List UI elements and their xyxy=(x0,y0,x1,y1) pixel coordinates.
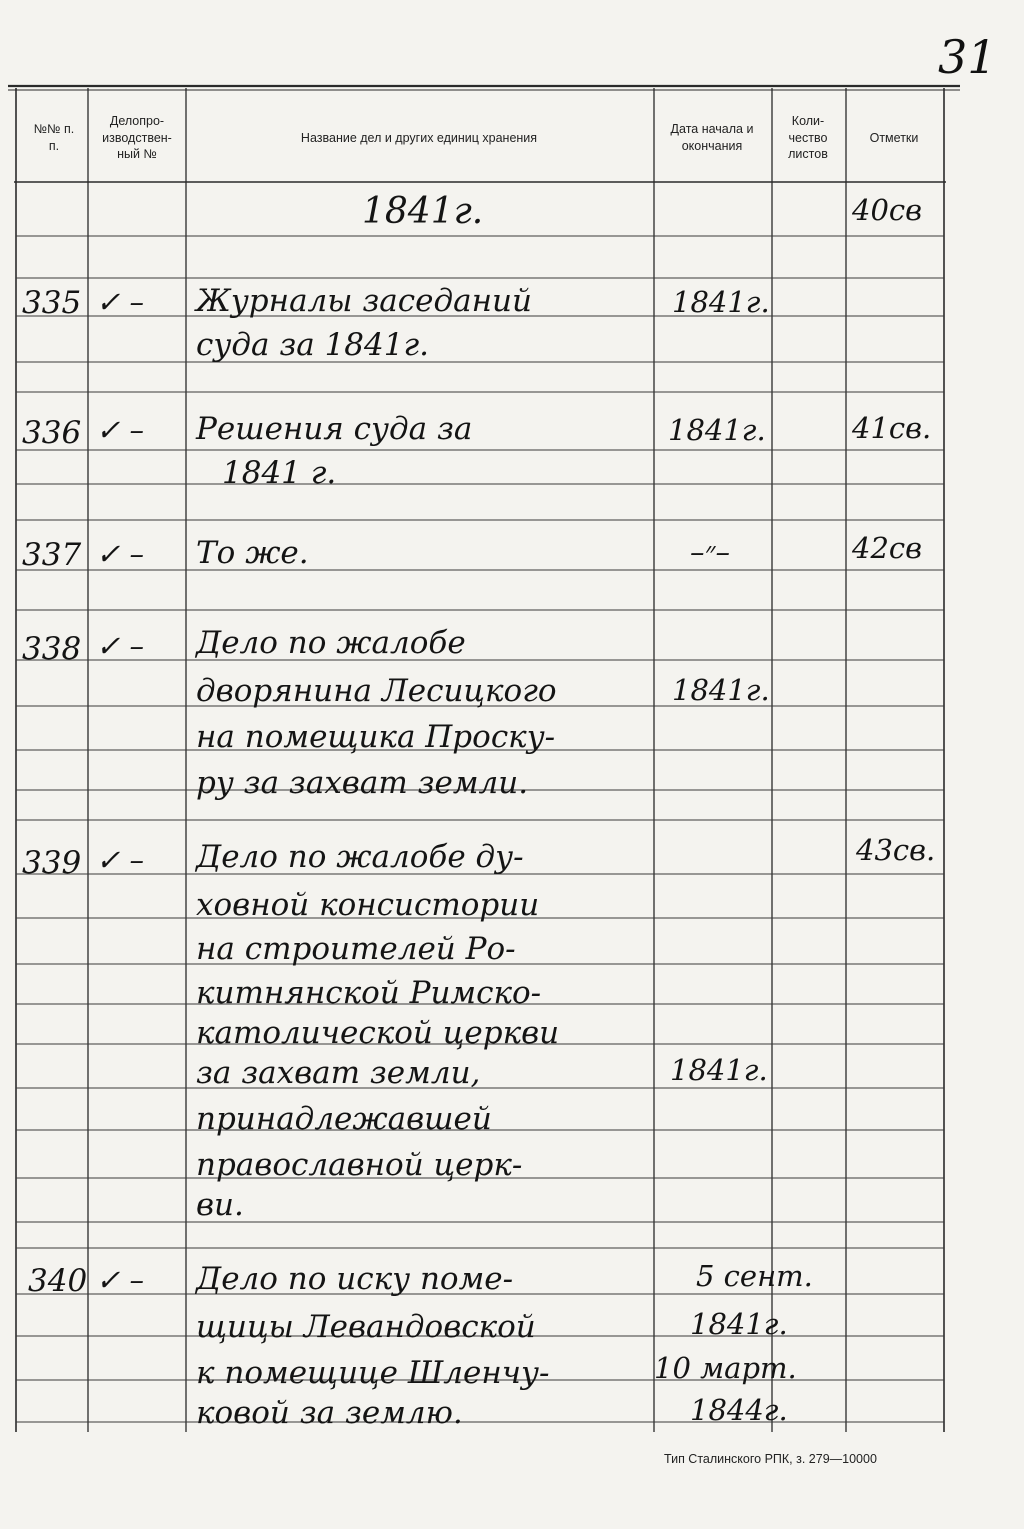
entry-number: 336 xyxy=(22,415,82,451)
entry-date-line: 1844г. xyxy=(690,1393,788,1427)
entry-case-mark: ✓ – xyxy=(96,285,145,319)
entry-number: 335 xyxy=(22,285,82,321)
header-col-notes: Отметки xyxy=(869,130,919,145)
entry-title-line: за захват земли, xyxy=(196,1055,481,1091)
entry-date-line: 1841г. xyxy=(670,1053,768,1087)
entry-note: 42св xyxy=(852,531,923,565)
entry-title-line: ру за захват земли. xyxy=(196,765,529,801)
entry-title-line: Дело по иску поме- xyxy=(196,1261,514,1297)
header-col-title: Название дел и других единиц хранения xyxy=(300,130,538,145)
entry-case-mark: ✓ – xyxy=(96,413,145,447)
entry-title-line: ковой за землю. xyxy=(196,1395,463,1431)
entry-date-line: –״– xyxy=(690,535,731,569)
entry-title-line: ховной консистории xyxy=(196,887,540,923)
entry-title-line: китнянской Римско- xyxy=(196,975,542,1011)
entry-title-line: Дело по жалобе xyxy=(196,625,466,661)
entry-title-line: на строителей Ро- xyxy=(196,931,516,967)
entry-title-line: щицы Левандовской xyxy=(196,1309,536,1345)
entry-date-line: 1841г. xyxy=(672,285,770,319)
entry-case-mark: ✓ – xyxy=(96,629,145,663)
entry-title-line: на помещика Проску- xyxy=(196,719,556,755)
entry-case-mark: ✓ – xyxy=(96,843,145,877)
header-col-no: №№ п. п. xyxy=(33,122,75,153)
page-number: 31 xyxy=(938,30,997,84)
entry-title-line: православной церк- xyxy=(196,1147,523,1183)
entry-number: 340 xyxy=(28,1263,88,1299)
entry-title-line: То же. xyxy=(196,535,309,571)
entry-title-line: принадлежавшей xyxy=(196,1101,492,1137)
header-col-dates: Дата начала и окончания xyxy=(670,122,754,153)
entry-title-line: ви. xyxy=(196,1187,244,1223)
entry-date-line: 10 март. xyxy=(654,1351,797,1385)
entry-title-line: дворянина Лесицкого xyxy=(196,673,557,709)
year-heading: 1841г. xyxy=(362,191,484,232)
entry-number: 338 xyxy=(22,631,82,667)
print-footer: Тип Сталинского РПК, з. 279—10000 xyxy=(664,1452,877,1466)
entry-title-line: католической церкви xyxy=(196,1015,560,1051)
entry-date-line: 1841г. xyxy=(690,1307,788,1341)
entry-title-line: Дело по жалобе ду- xyxy=(196,839,524,875)
entry-case-mark: ✓ – xyxy=(96,537,145,571)
header-col-sheets: Коли-чество листов xyxy=(788,113,828,162)
year-heading-note: 40св xyxy=(852,193,923,227)
entry-title-line: к помещице Шленчу- xyxy=(196,1355,550,1391)
entry-title-line: суда за 1841г. xyxy=(196,327,429,363)
entry-note: 41св. xyxy=(852,411,932,445)
entry-number: 339 xyxy=(22,845,82,881)
entry-case-mark: ✓ – xyxy=(96,1263,145,1297)
entry-number: 337 xyxy=(22,537,82,573)
entry-date-line: 5 сент. xyxy=(696,1259,813,1293)
entry-date-line: 1841г. xyxy=(672,673,770,707)
entry-title-line: 1841 г. xyxy=(222,455,337,491)
entry-title-line: Решения суда за xyxy=(196,411,473,447)
entry-date-line: 1841г. xyxy=(668,413,766,447)
entry-title-line: Журналы заседаний xyxy=(196,283,532,319)
entry-note: 43св. xyxy=(856,833,936,867)
header-col-case-no: Делопро-изводствен-ный № xyxy=(102,113,172,162)
